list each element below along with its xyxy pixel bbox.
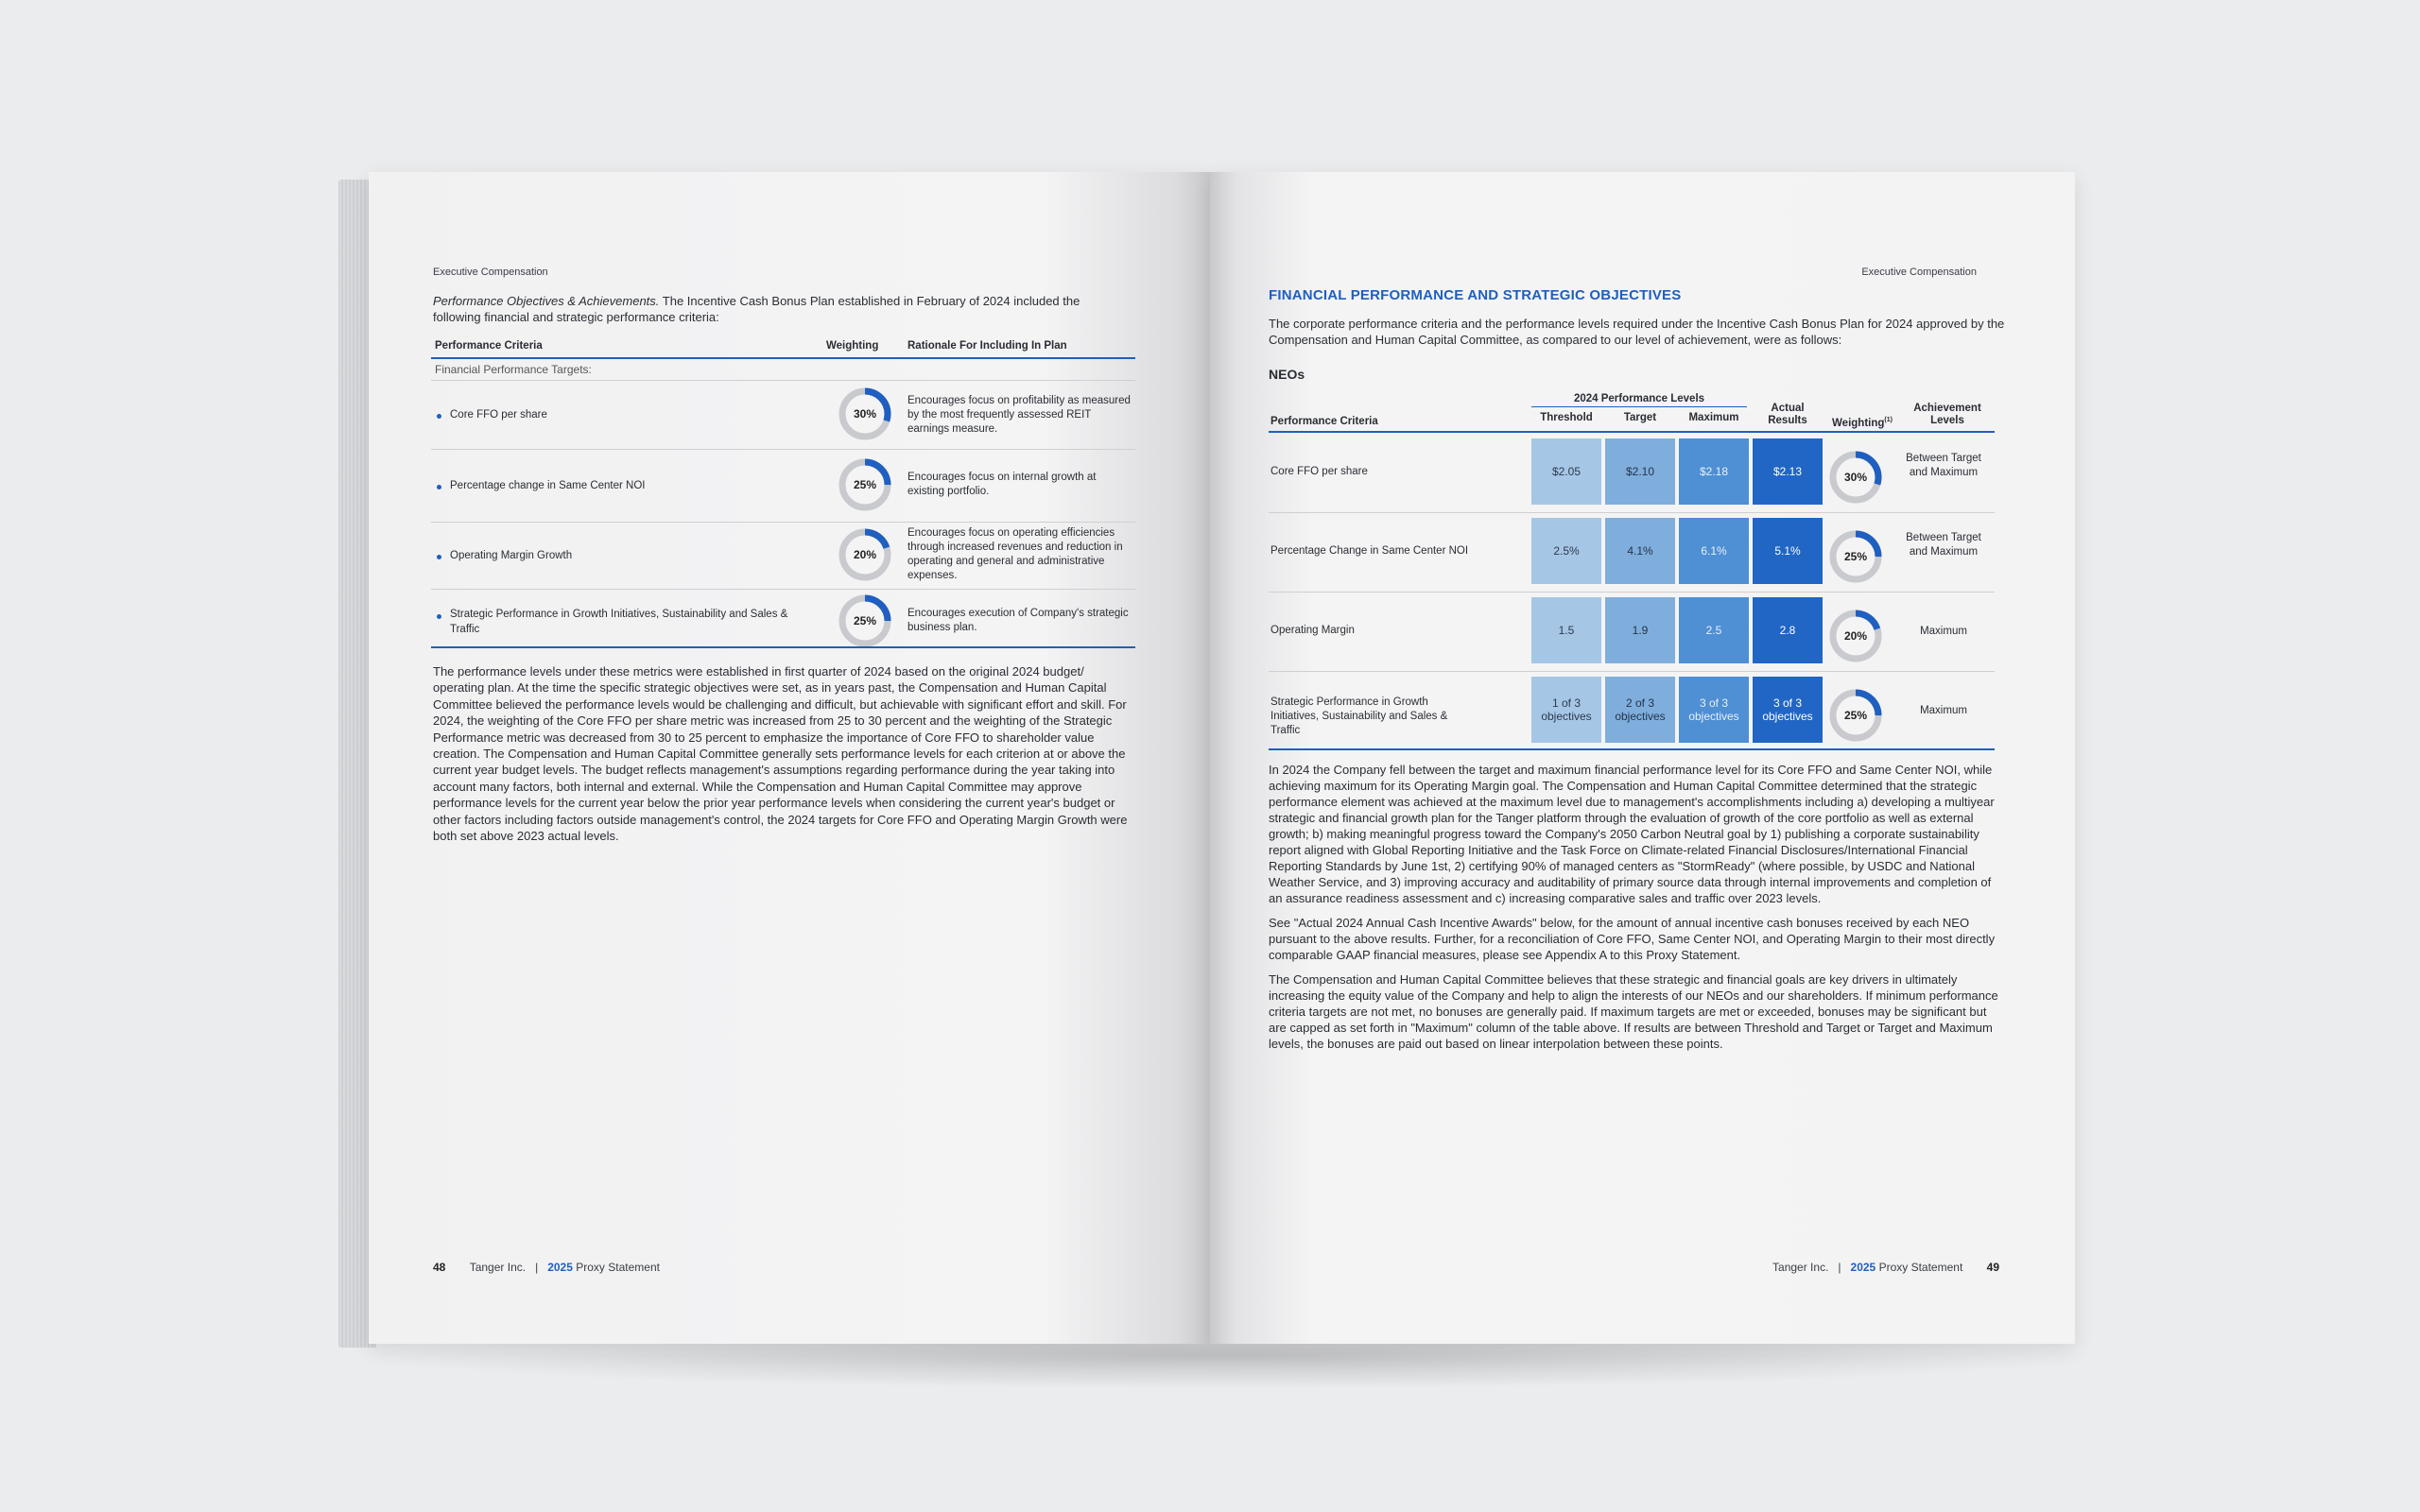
footer-separator: | [1838,1261,1841,1274]
threshold-cell: 1.5 [1531,597,1601,663]
weighting-donut [1828,609,1883,663]
criteria-table [431,336,1135,654]
row-rationale: Encourages focus on profitability as measured by the most frequently assessed REIT earnings measure. [908,395,1131,435]
table-row [1269,433,1995,513]
donut-label: 25% [853,614,877,627]
donut-chart [838,457,892,512]
row-criteria: Percentage change in Same Center NOI [450,480,646,491]
table-subheader: Financial Performance Targets: [431,359,1135,381]
row-criteria: Operating Margin Growth [450,550,573,561]
weighting-donut [838,457,892,512]
col-criteria: Performance Criteria [1270,416,1378,427]
table-row [1269,592,1995,672]
row-rationale: Encourages execution of Company's strategic business plan. [908,608,1129,633]
row-rationale: Encourages focus on operating efficiencies through increased revenues and reduction in operating and general and administrative expenses. [908,527,1123,581]
footnote-marker: (1) [1884,417,1893,423]
target-cell: 2 of 3 objectives [1605,677,1675,743]
page-number: 49 [1986,1261,1999,1274]
donut-label: 30% [853,407,877,421]
body-paragraph: See "Actual 2024 Annual Cash Incentive Awards" below, for the amount of annual incentive cash bonuses received by each NEO pursuant to the above results. Further, for a reconciliation of Core FFO, Same Center NOI, and Operating Margin to their most directly comparable GAAP financial measures, please see Appendix A to this Proxy Statement. [1269,916,1996,962]
running-head: Executive Compensation [433,266,548,278]
table-row [431,450,1135,523]
table-header [1269,389,1995,433]
running-head: Executive Compensation [1861,266,1977,278]
donut-label: 20% [853,548,877,561]
body-paragraph: The Compensation and Human Capital Committee believes that these strategic and financial goals are key drivers in ultimately increasing the equity value of the Company and help to align the interests of our NEOs and our shareholders. If minimum performance criteria targets are not met, no bonuses are generally paid. If maximum targets are met or exceeded, bonuses may be significant but are capped as set forth in "Maximum" column of the table above. If results are between Threshold and Target or Target and Maximum levels, the bonuses are paid out based on linear interpolation between these points. [1269,972,1998,1051]
maximum-cell: 6.1% [1679,518,1749,584]
weighting-donut [1828,450,1883,505]
threshold-cell: 1 of 3 objectives [1531,677,1601,743]
table-row [431,523,1135,590]
col-weighting: Weighting [826,340,879,352]
row-criteria: Strategic Performance in Growth Initiatives, Sustainability and Sales & Traffic [450,609,788,635]
intro-paragraph: The corporate performance criteria and the performance levels required under the Incentive Cash Bonus Plan for 2024 approved by the Compensation and Human Capital Committee, as compared to our level of achievement, were as follows: [1269,317,2005,347]
bullet-icon [437,485,441,490]
col-target: Target [1623,412,1657,423]
weighting-donut [1828,529,1883,584]
table-bottom-rule [431,646,1135,648]
donut-label: 25% [1843,550,1868,563]
body-paragraph: The performance levels under these metrics were established in first quarter of 2024 based on the original 2024 budget/ operating plan. At the time the specific strategic objectives were set, as in years past, the Compensation and Human Capital Committee believed the performance levels would be challenging and difficult, but achievable with significant effort and skill. For 2024, the weighting of the Core FFO per share metric was increased from 25 to 30 percent and the weighting of the Strategic Performance metric was decreased from 30 to 25 percent to emphasize the importance of Core FFO to shareholder value creation. The Compensation and Human Capital Committee generally sets performance levels for each criterion at or above the current year budget levels. The budget reflects management's assumptions regarding performance during the year taking into account many factors, both internal and external. While the Compensation and Human Capital Committee may approve performance levels for the current year below the prior year performance levels when considering the current year's budget or other factors including factors outside management's control, the 2024 targets for Core FFO and Operating Margin Growth were both set above 2023 actual levels. [433,664,1128,844]
donut-label: 20% [1843,629,1868,643]
donut-label: 30% [1843,471,1868,484]
group-header-rule [1531,406,1747,407]
weighting-donut [838,593,892,648]
col-weighting [1826,414,1898,430]
col-weighting-label: Weighting [1832,417,1885,429]
threshold-cell: 2.5% [1531,518,1601,584]
footer-year: 2025 [547,1261,573,1274]
bullet-icon [437,414,441,419]
table-bottom-rule [1269,748,1995,750]
target-cell: 1.9 [1605,597,1675,663]
col-criteria: Performance Criteria [435,340,543,352]
table-row [1269,671,1995,750]
target-cell: $2.10 [1605,438,1675,505]
footer-separator: | [535,1261,539,1274]
donut-chart [1828,529,1883,584]
donut-chart [1828,450,1883,505]
group-header: 2024 Performance Levels [1573,393,1705,404]
maximum-cell: 3 of 3 objectives [1679,677,1749,743]
bullet-icon [437,614,441,619]
intro-text: The Incentive Cash Bonus Plan established in February of 2024 included the following financial and strategic performance criteria: [433,294,1080,324]
body-paragraph: In 2024 the Company fell between the target and maximum financial performance level for its Core FFO and Same Center NOI, while achieving maximum for its Operating Margin goal. The Compensation and Human Capital Committee determined that the strategic performance element was achieved at the maximum level due to management's accomplishments including a) developing a multiyear strategic and financial growth plan for the Tanger platform through the evaluation of growth of the core portfolio as well as external growth; b) making meaningful progress toward the Company's 2050 Carbon Neutral goal by 1) publishing a corporate sustainability report aligned with Global Reporting Initiative and the Task Force on Climate-related Financial Disclosures/International Financial Reporting Standards by June 1st, 2) certifying 90% of managed centers as "StormReady" (where possible, by USDC and National Weather Service, and 3) improving accuracy and auditability of primary source data through internal improvements and completion of an assurance readiness assessment and c) increasing comparative sales and traffic over 2023 levels. [1269,763,1995,905]
maximum-cell: $2.18 [1679,438,1749,505]
footer-year: 2025 [1850,1261,1876,1274]
intro-italic: Performance Objectives & Achievements. [433,294,660,308]
row-criteria: Core FFO per share [450,409,547,421]
donut-chart [1828,609,1883,663]
actual-cell: 3 of 3 objectives [1753,677,1823,743]
weighting-donut [1828,688,1883,743]
target-cell: 4.1% [1605,518,1675,584]
table-row [431,590,1135,654]
right-page [1210,172,2075,1344]
section-title: FINANCIAL PERFORMANCE AND STRATEGIC OBJECTIVES [1269,287,1682,303]
page-footer [433,1261,660,1274]
actual-cell: 2.8 [1753,597,1823,663]
bullet-icon [437,555,441,559]
donut-chart [838,593,892,648]
footer-company: Tanger Inc. [1772,1261,1829,1274]
donut-chart [838,527,892,582]
footer-company: Tanger Inc. [469,1261,527,1274]
donut-chart [1828,688,1883,743]
table-row [1269,512,1995,593]
footer-doc: Proxy Statement [576,1261,660,1274]
achievement-level: Maximum [1920,626,1967,637]
table-row [431,381,1135,450]
donut-label: 25% [1843,709,1868,722]
maximum-cell: 2.5 [1679,597,1749,663]
table-header [431,336,1135,359]
row-rationale: Encourages focus on internal growth at existing portfolio. [908,472,1097,497]
donut-label: 25% [853,478,877,491]
achievement-level: Between Target and Maximum [1906,532,1981,558]
actual-cell: $2.13 [1753,438,1823,505]
col-maximum: Maximum [1688,412,1739,423]
threshold-cell: $2.05 [1531,438,1601,505]
neos-heading: NEOs [1269,367,1305,382]
col-rationale: Rationale For Including In Plan [908,340,1067,352]
row-criteria: Percentage Change in Same Center NOI [1270,545,1469,557]
weighting-donut [838,387,892,441]
intro-paragraph [433,293,1099,325]
page-number: 48 [433,1261,446,1274]
donut-chart [838,387,892,441]
achievement-level: Maximum [1920,705,1967,716]
row-criteria: Core FFO per share [1270,466,1368,477]
footer-doc: Proxy Statement [1878,1261,1963,1274]
body-text [1269,762,2001,1060]
page-footer [1772,1261,1999,1274]
weighting-donut [838,527,892,582]
left-page [369,172,1210,1344]
col-actual: Actual Results [1768,403,1807,426]
row-criteria: Strategic Performance in Growth Initiatives, Sustainability and Sales & Traffic [1270,696,1448,736]
row-criteria: Operating Margin [1270,625,1355,636]
achievement-level: Between Target and Maximum [1906,453,1981,478]
col-threshold: Threshold [1540,412,1593,423]
col-achievement: Achievement Levels [1913,403,1981,426]
actual-cell: 5.1% [1753,518,1823,584]
